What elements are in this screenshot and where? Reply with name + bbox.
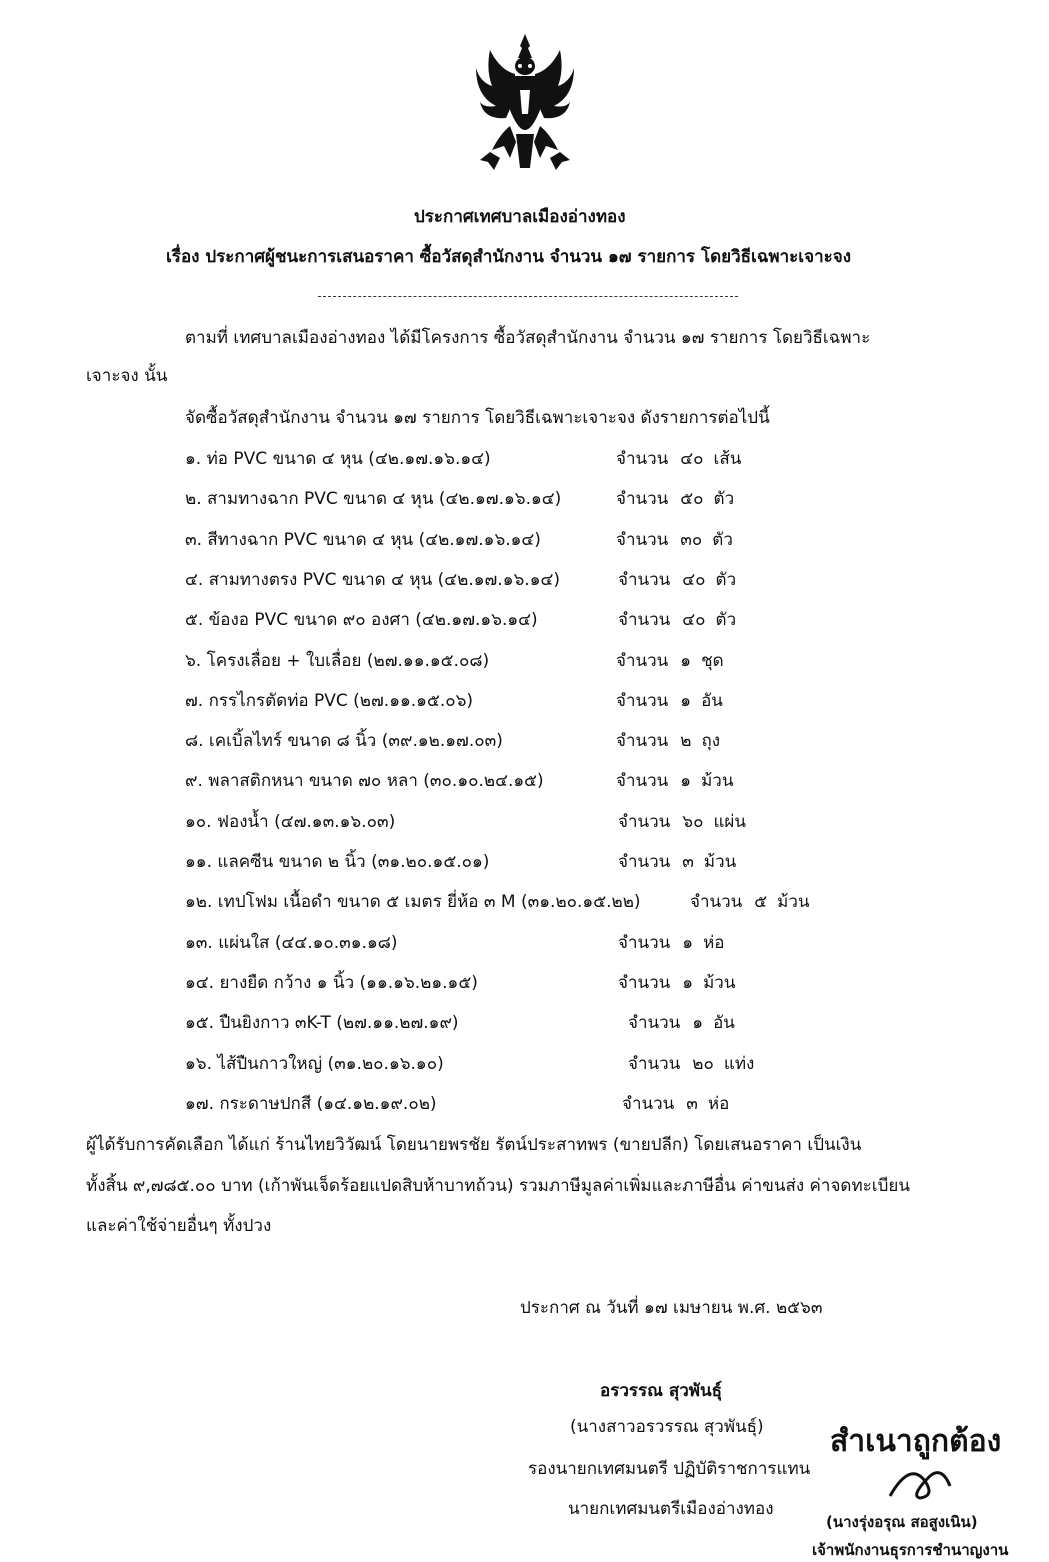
signature: อรวรรณ สุวพันธุ์ [600, 1381, 722, 1401]
quantity-label: จำนวน [618, 852, 671, 872]
item-quantity [616, 528, 733, 552]
item-quantity [616, 447, 741, 471]
quantity-unit: ห่อ [707, 1094, 730, 1114]
item-description: ๑๑. แลคซีน ขนาด ๒ นิ้ว (๓๑.๒๐.๑๕.๐๑) [185, 852, 490, 872]
quantity-unit: อัน [701, 691, 723, 711]
quantity-value: ๔๐ [682, 610, 706, 630]
intro-line-3: จัดซื้อวัสดุสำนักงาน จำนวน ๑๗ รายการ โดยวิธีเฉพาะเจาะจง ดังรายการต่อไปนี้ [185, 408, 770, 428]
item-quantity [618, 608, 736, 632]
quantity-unit: ม้วน [703, 852, 737, 872]
quantity-label: จำนวน [616, 489, 669, 509]
certifier-name: (นางรุ่งอรุณ สอสูงเนิน) [826, 1513, 978, 1531]
quantity-unit: ตัว [715, 610, 737, 630]
quantity-label: จำนวน [618, 933, 671, 953]
result-line-2: ทั้งสิ้น ๙,๗๘๕.๐๐ บาท (เก้าพันเจ็ดร้อยแปดสิบห้าบาทถ้วน) รวมภาษีมูลค่าเพิ่มและภาษีอื่น ค่าขนส่ง ค่าจดทะเบียน [86, 1176, 910, 1196]
announcement-title: ประกาศเทศบาลเมืองอ่างทอง [414, 207, 626, 227]
quantity-label: จำนวน [618, 570, 671, 590]
announcement-date: ประกาศ ณ วันที่ ๑๗ เมษายน พ.ศ. ๒๕๖๓ [520, 1298, 823, 1318]
quantity-label: จำนวน [616, 691, 669, 711]
item-description: ๘. เคเบิ้ลไทร์ ขนาด ๘ นิ้ว (๓๙.๑๒.๑๗.๐๓) [185, 731, 503, 751]
signatory-position-1: รองนายกเทศมนตรี ปฏิบัติราชการแทน [528, 1459, 811, 1479]
quantity-value: ๓ [686, 1094, 698, 1114]
quantity-label: จำนวน [622, 1094, 675, 1114]
item-description: ๗. กรรไกรตัดท่อ PVC (๒๗.๑๑.๑๕.๐๖) [185, 691, 474, 711]
item-quantity [628, 1052, 754, 1076]
handwritten-signature-icon [880, 1456, 970, 1506]
quantity-unit: ถุง [701, 731, 721, 751]
item-description: ๑๔. ยางยืด กว้าง ๑ นิ้ว (๑๑.๑๖.๒๑.๑๕) [185, 973, 478, 993]
item-quantity [616, 689, 723, 713]
intro-line-2: เจาะจง นั้น [86, 366, 168, 386]
item-description: ๒. สามทางฉาก PVC ขนาด ๔ หุน (๔๒.๑๗.๑๖.๑๔) [185, 489, 562, 509]
quantity-unit: อัน [713, 1013, 735, 1033]
item-description: ๑๗. กระดาษปกสี (๑๔.๑๒.๑๙.๐๒) [185, 1094, 437, 1114]
item-description: ๑๖. ไส้ปืนกาวใหญ่ (๓๑.๒๐.๑๖.๑๐) [185, 1054, 444, 1074]
quantity-unit: ห่อ [703, 933, 725, 953]
item-quantity [616, 649, 724, 673]
quantity-value: ๓ [682, 852, 694, 872]
quantity-label: จำนวน [628, 1013, 681, 1033]
item-quantity [628, 1011, 735, 1035]
quantity-value: ๖๐ [682, 812, 704, 832]
quantity-label: จำนวน [616, 771, 669, 791]
quantity-value: ๓๐ [680, 530, 703, 550]
item-quantity [690, 890, 810, 914]
item-description: ๖. โครงเลื่อย + ใบเลื่อย (๒๗.๑๑.๑๕.๐๘) [185, 651, 490, 671]
announcement-subject: เรื่อง ประกาศผู้ชนะการเสนอราคา ซื้อวัสดุสำนักงาน จำนวน ๑๗ รายการ โดยวิธีเฉพาะเจาะจง [166, 247, 852, 267]
item-quantity [618, 568, 736, 592]
item-quantity [622, 1092, 729, 1116]
quantity-unit: แผ่น [713, 812, 747, 832]
quantity-value: ๔๐ [680, 449, 704, 469]
quantity-label: จำนวน [616, 651, 669, 671]
item-description: ๑๕. ปืนยิงกาว ๓K-T (๒๗.๑๑.๒๗.๑๙) [185, 1013, 459, 1033]
quantity-unit: แท่ง [723, 1054, 755, 1074]
intro-line-1: ตามที่ เทศบาลเมืองอ่างทอง ได้มีโครงการ ซื้อวัสดุสำนักงาน จำนวน ๑๗ รายการ โดยวิธีเฉพาะ [185, 328, 871, 348]
quantity-value: ๑ [692, 1013, 704, 1033]
quantity-value: ๕ [754, 892, 768, 912]
quantity-value: ๒ [680, 731, 692, 751]
quantity-label: จำนวน [616, 530, 669, 550]
result-line-1: ผู้ได้รับการคัดเลือก ได้แก่ ร้านไทยวิวัฒน์ โดยนายพรชัย รัตน์ประสาทพร (ขายปลีก) โดยเสนอราคา เป็นเงิน [86, 1135, 862, 1155]
quantity-unit: ตัว [713, 489, 735, 509]
item-quantity [618, 810, 746, 834]
garuda-emblem-icon [470, 30, 580, 180]
quantity-unit: ม้วน [777, 892, 810, 912]
quantity-label: จำนวน [628, 1054, 681, 1074]
quantity-label: จำนวน [618, 973, 671, 993]
item-description: ๑. ท่อ PVC ขนาด ๔ หุน (๔๒.๑๗.๑๖.๑๔) [185, 449, 491, 469]
quantity-label: จำนวน [616, 731, 669, 751]
item-quantity [618, 850, 736, 874]
quantity-unit: ม้วน [703, 973, 736, 993]
certified-copy-title: สำเนาถูกต้อง [830, 1424, 1002, 1459]
quantity-label: จำนวน [690, 892, 743, 912]
item-quantity [616, 769, 733, 793]
quantity-value: ๒๐ [692, 1054, 714, 1074]
certified-copy-stamp [800, 1410, 1040, 1560]
item-quantity [616, 729, 720, 753]
quantity-label: จำนวน [618, 812, 671, 832]
quantity-unit: ตัว [712, 530, 733, 550]
item-description: ๙. พลาสติกหนา ขนาด ๗๐ หลา (๓๐.๑๐.๒๔.๑๕) [185, 771, 544, 791]
item-quantity [616, 487, 734, 511]
quantity-value: ๑ [680, 691, 692, 711]
item-description: ๔. สามทางตรง PVC ขนาด ๔ หุน (๔๒.๑๗.๑๖.๑๔) [185, 570, 560, 590]
quantity-value: ๔๐ [682, 570, 706, 590]
item-description: ๓. สีทางฉาก PVC ขนาด ๔ หุน (๔๒.๑๗.๑๖.๑๔) [185, 530, 541, 550]
signatory-name: (นางสาวอรวรรณ สุวพันธุ์) [570, 1417, 764, 1437]
item-quantity [618, 971, 735, 995]
quantity-unit: ตัว [715, 570, 737, 590]
item-description: ๑๒. เทปโฟม เนื้อดำ ขนาด ๕ เมตร ยี่ห้อ ๓ M (๓๑.๒๐.๑๕.๒๒) [185, 892, 641, 912]
quantity-value: ๕๐ [680, 489, 704, 509]
item-quantity [618, 931, 725, 955]
item-description: ๑๓. แผ่นใส (๔๔.๑๐.๓๑.๑๘) [185, 933, 398, 953]
result-line-3: และค่าใช้จ่ายอื่นๆ ทั้งปวง [86, 1216, 272, 1236]
divider-line [318, 296, 738, 297]
quantity-unit: ม้วน [701, 771, 734, 791]
quantity-value: ๑ [682, 973, 694, 993]
quantity-value: ๑ [680, 771, 692, 791]
quantity-value: ๑ [680, 651, 692, 671]
item-description: ๕. ข้องอ PVC ขนาด ๙๐ องศา (๔๒.๑๗.๑๖.๑๔) [185, 610, 538, 630]
certifier-position: เจ้าพนักงานธุรการชำนาญงาน [812, 1541, 1009, 1559]
signatory-position-2: นายกเทศมนตรีเมืองอ่างทอง [568, 1499, 774, 1519]
item-description: ๑๐. ฟองน้ำ (๔๗.๑๓.๑๖.๐๓) [185, 812, 396, 832]
quantity-value: ๑ [682, 933, 694, 953]
quantity-label: จำนวน [618, 610, 671, 630]
quantity-label: จำนวน [616, 449, 669, 469]
quantity-unit: เส้น [713, 449, 742, 469]
quantity-unit: ชุด [701, 651, 724, 671]
